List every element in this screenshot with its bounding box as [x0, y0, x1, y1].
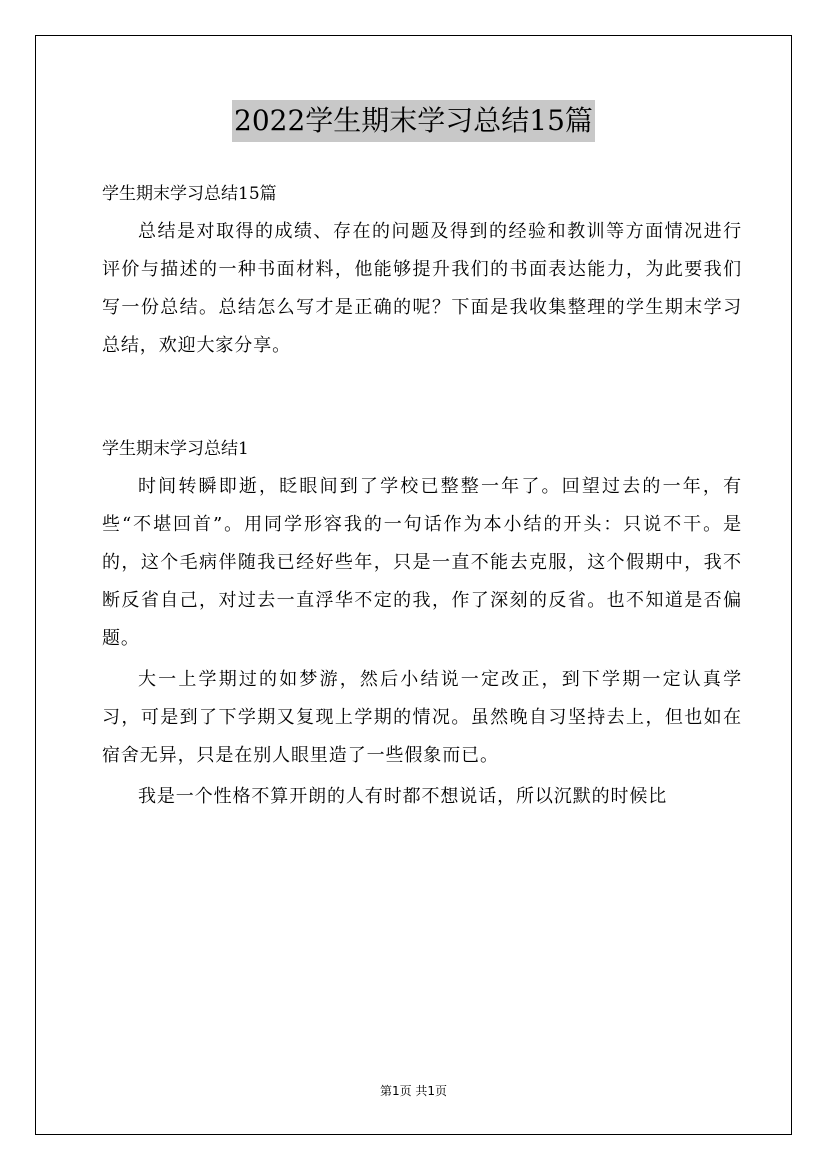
- page-number: 第1页 共1页: [379, 1084, 448, 1098]
- document-title-text: 2022学生期末学习总结15篇: [232, 100, 595, 142]
- intro-paragraph: 总结是对取得的成绩、存在的问题及得到的经验和教训等方面情况进行评价与描述的一种书面材料，他能够提升我们的书面表达能力，为此要我们写一份总结。总结怎么写才是正确的呢？下面是我收集整理的学生期末学习总结，欢迎大家分享。: [102, 221, 742, 356]
- section-heading: 学生期末学习总结1: [102, 439, 249, 459]
- body-paragraph: 时间转瞬即逝，眨眼间到了学校已整整一年了。回望过去的一年，有些“不堪回首”。用同学形容我的一句话作为本小结的开头：只说不干。是的，这个毛病伴随我已经好些年，只是一直不能去克服，这个假期中，我不断反省自己，对过去一直浮华不定的我，作了深刻的反省。也不知道是否偏题。: [102, 476, 742, 649]
- page-footer: [0, 1083, 827, 1099]
- body-paragraph: 大一上学期过的如梦游，然后小结说一定改正，到下学期一定认真学习，可是到了下学期又复现上学期的情况。虽然晚自习坚持去上，但也如在宿舍无异，只是在别人眼里造了一些假象而已。: [102, 669, 742, 766]
- section-spacer: [102, 368, 742, 430]
- document-subtitle: 学生期末学习总结15篇: [102, 184, 277, 204]
- document-body: [102, 175, 742, 819]
- document-title: [0, 100, 827, 144]
- body-paragraph: 我是一个性格不算开朗的人有时都不想说话，所以沉默的时候比: [138, 786, 668, 807]
